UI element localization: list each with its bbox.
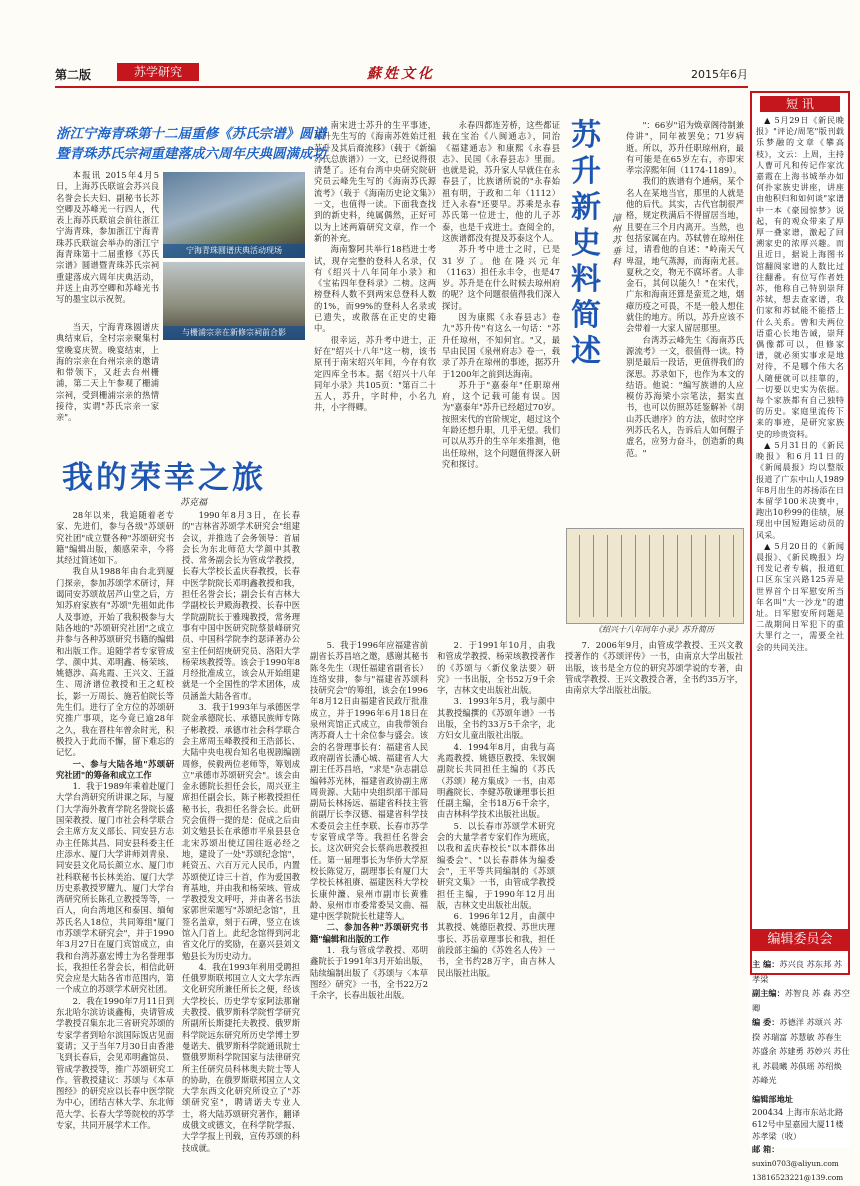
editor-role-2: 副主编：: [752, 988, 785, 998]
article2-para11: 3．1993年5月，我与颜中其教授编撰的《苏颂年谱》一书出版，全书约33万5千余字，北方妇女儿童出版社出版。: [437, 696, 555, 741]
editor-names-3: 苏德洋 苏颂兴 苏 揆 苏瑞富 苏慧敏 苏春生 苏盛余 苏建勇 苏妙兴 苏仕礼 苏晨曦 苏俱瑶 苏绍焕 苏峰光: [752, 1017, 850, 1085]
article2-author: 苏克福: [180, 498, 208, 508]
article2-para9: 1．我与管成学教授、邓明鑫院长于1991年3月开始出版，陆续编制出版了《苏颂与〈本草图经〉研究》一书，全书22万2千余字，长春出版社出版。: [310, 945, 428, 1001]
ledger-image: [566, 528, 744, 624]
article2-col3: [310, 640, 428, 1140]
article1-headline-line1: 浙江宁海青珠第十二届重修《苏氏宗谱》圆谱: [56, 126, 326, 142]
article1-text-a: [56, 170, 159, 320]
news-title: 短 讯: [760, 96, 840, 112]
news-item-2: ▲ 5月31日的《新民晚报》和6月11日的《新闻晨报》均以整版报道了广东中山人1989年8月出生的苏扬添在日本留学100米决赛中，跑出10秒99的佳绩，展现出中国短跑运动员的风采。: [756, 439, 844, 540]
article3-author: 漳州 苏垂科: [612, 214, 622, 268]
photo-group: [163, 262, 305, 340]
article2-subhead2: 二、参加各种"苏颂研究书籍"编辑和出版的工作: [310, 922, 428, 944]
article2-para2: 我自从1988年由台北到厦门探亲，参加苏颂学术研讨，拜谒同安苏颂故居芦山堂之后，方知苏府家族有"苏颂"先祖如此伟人及事迹，开始了我积极参与大陆各地的"苏颂研究社团"之成立并参与各种苏颂研究书籍的编辑和出版工作。追随学者专家管成学、颜中其、邓明鑫、杨荣垓、姚德涉、高兆霞、王兴文、王溢生、周济谱位教授和王之虹校长，影一万周长、施若伯院长等先生们。进行了全方位的苏颂研究推广事项，迄今竟已逾28年之久，我在晋柱年曾余时光，积极投入于此而不懈，留下难忘的记忆。: [56, 566, 174, 758]
editor-row-3: [752, 1015, 850, 1088]
article2-col2: [182, 510, 300, 1153]
news-item-1: ▲ 5月29日《新民晚报》"评论/周笔"版刊载乐梦融的文章《攀高枝》，文云：上周，主持人曹可凡和传记作家沈嘉霞在上海书城举办如何扑家族史讲座，讲座由他积归和如何谈"家谱中一本《豪园惊梦》说起，有的观众带来了厚厚一叠家谱，激起了回溯家史的浓厚兴趣。而且近日，据说上海图书馆翻阅家谱的人数比过往翻番。有位写作者姓苏，他称自己特别崇拜苏轼，想去查家谱，我们家和苏轼能不能搭上什么关系。曾和夫两位语重心长地告诫，崇拜偶像都可以，但修家谱，就必须实事求是地对待，不是哪个伟大名人随便就可以挂靠的，一切要以史实为依据。每个家族都有自己独特的历史。家庭里流传下来的事迹，是研究家族史的珍贵资料。: [756, 115, 844, 439]
editor-role-1: 主 编：: [752, 959, 780, 969]
article2-para5: 1990年8月3日，在长春的"吉林省苏颂学术研究会"组建会议，并推选了会务领导：首届会长为东北师范大学颜中其教授、常务副会长为管成学教授，长春大学校长孟庆春教授，长春中医学院院长邓明鑫教授和我，担任名誉会长；副会长有吉林大学副校长尹殿海教授、长春中医学院副院长于雅瑰教授，常务理事有中国中医研究院蔡景峰研究员、中国科学院李约瑟译著办公室主任何绍庚研究员、洛阳大学杨荣垓教授等。该会于1990年8月经批准成立，该会从开始组建就是一个全国性的学术团体，成员涵盖大陆各省市。: [182, 510, 300, 701]
article1-headline-line2: 暨青珠苏氏宗祠重建落成六周年庆典圆满成功: [56, 146, 326, 162]
article3-col3-para3: 台湾苏云峰先生《海南苏氏源流考》一文，很值得一读。特别是最后一段话，更值得我们的深思。苏录如下，也作为本文的结语。他说："编写族谱的人应模仿苏海梁小宗笔法，据实直书，也可以仿照苏廷鉴解补《胡山苏氏谱序》的方法，依时空序列苏氏名人，告诉后人如何醒子虚名，应努力奋斗，创造新的典范。": [626, 334, 744, 458]
article1-para1: 本报讯 2015年4月5日，上海苏氏联谊会苏兴良名誉会长夫妇、副秘书长苏空卿及苏峰光一行四人，代表上海苏氏联谊会前往浙江宁海青珠，参加浙江宁海青珠苏氏联谊会举办的浙江宁海青珠第十二届重修《苏氏宗谱》圆谱暨青珠苏氏宗祠重建落成六周年庆典活动，并送上由苏空卿和苏峰光书写的墨宝以示祝贺。: [56, 170, 159, 305]
article2-para8: 5．我于1996年应福建省前副省长苏昌培之邀，感谢其秘书陈冬先生（现任福建省副省长）连络安排，参与"福建省苏颂科技研究会"的筹组，该会在1996年8月12日由福建省民政厅批准成立，并于1996年6月18日在泉州宾馆正式成立，由我带领台湾苏裔人士十余位参与盛会。该会的名誉理事长有：福建省人民政府副省长潘心城、福建省人大副主任苏昌培，"求是"杂志副总编韩苏光林，福建省政协副主席周贵源、大陆中央组织部干部局副局长林扬远、福建省科技主管前副厅长李汉德、福建省科学技术委员会主任李联、长春市苏学专家管成学等。我担任名誉会长。这次研究会长蔡尚思教授担任。第一届理事长为华侨大学原校长陈觉万，副理事长有厦门大学校长林祖赓、福建医科大学校长康仲濂、泉州市副市长黄雅龄、泉州市市委常委吴文曲、福建中医学院院长杜建等人。: [310, 640, 428, 922]
mail-label: 邮 箱：: [752, 1144, 780, 1154]
article2-para3: 1．我于1989年乘着赴厦门大学台湾研究所讲课之际，与厦门大学海外教育学院名誉院长盛国荣教授、厦门市社会科学联合会主席方友义部长、同安县方志办主任陈其昌、同安县科委主任庄添水、厦门大学讲师刘青泉、同安县文化局长颜立水、厦门市社科联秘书长林美治、厦门大学历史系教授罗耀九、厦门大学台湾研究所长陈孔立教授等等，一百人，向台湾地区和泰国、缅甸苏氏名人18位，共同筹组"厦门市苏颂学术研究会"，并于1990年3月27日在厦门宾馆成立，由我和台湾苏嘉宏博士为名誉理事长，我担任名誉会长，相信此研究会应是大陆各省市范围内，第一个成立的苏颂学术研究社团。: [56, 781, 174, 995]
article2-col5: [565, 640, 743, 1140]
edition-label: 第二版: [55, 68, 92, 82]
article2-para14: 6．1996年12月，由颜中其教授、姚德臣教授、苏世庆理事长、苏岳章理事长和我，担任前段部主编的《苏姓名人传》一书，全书约28万字，由吉林人民出版社出版。: [437, 911, 555, 978]
phone-address: 13816523221@139.com: [752, 1173, 844, 1182]
article1-headline: [56, 124, 348, 164]
article3-col2-para3: 因为康熙《永春县志》卷九"苏升传"有这么一句话："苏升任琼州，不知何官。"又，最早由民国《泉州府志》卷一，载录了苏升在琼州的事迹，据苏升于1200年之前到达海南。: [442, 312, 560, 379]
article2-para6: 3．我于1993年与承德医学院金承德院长、承德民族师专陈子彬教授、承德市社会科学联合会主席周玉峰教授和王浩部长、大陆中央电视台知名电视剧编剧周修，侯毅两位老师等，筹划成立"承德市苏颂研究会"。该会由金永德院长担任会长，周兴亚主席担任副会长，陈子彬教授担任秘书长，我担任名誉会长。此研究会值得一提的是：促成之后由刘文勉县长在承德市平泉县县仓北宋苏颂出使辽国往返必经之地，建设了一处"苏颂纪念馆"，耗资五、六百万元人民币，内置苏颂使辽诗三十首，作为爱国教育基地，并由我和杨荣垓、管成学教授发文呼吁，并由著名书法家郭世荣题写"苏颂纪念馆"，且签名盖章，刻于石碑，竖立在该馆入门首上。此纪念馆得到河北省文化厅的奖励，在嘉兴县刘文勉县长为历史动力。: [182, 702, 300, 961]
article2-para13: 5．以长春市苏颂学术研究会的大量学者专家们作为班底，以我和孟庆春校长"以本群体出编委会"、"以长春群体为编委会"，王平等共同编制的《苏颂研究文集》一书，由管成学教授担任主编，于1990年12月出版，吉林文史出版社出版。: [437, 820, 555, 910]
news-items: [752, 115, 848, 653]
article3-col1-para1: 南宋进士苏升的生平事迹，苏升先生写的《海南苏姓始迁祖苏升及其后裔流移》（载于《新编苏氏总族谱》）一文，已经说得很清楚了。还有台湾中央研究院研究员云峰先生写的《海南苏氏源流考》（载于《海南历史论文集》）一文，也值得一读。下面我查找到的新史料，纯属偶然，正好可以为上述两篇研究文章，作一个新的补充。: [314, 120, 436, 243]
news-item-3: ▲ 5月20日的《新闻晨报》、《新民晚报》均刊发记者专稿，报道虹口区东宝兴路125弄是世界首个日军慰安所当年名叫"大一沙龙"的遗址。日军慰安所问题是二战期间日军犯下的重大罪行之一，需要全社会的共同关注。: [756, 540, 844, 652]
editor-names-2: 苏智良 苏 森 苏空卿: [752, 988, 850, 1013]
article3-col1-para2: 海南黎阿共举行18档进士考试，现存完整的登科人名录，仅有《绍兴十八年同年小录》和《宝祐四年登科录》二榜。这两榜登科人数不到两宋总登科人数的1%，而99%的登科人名录或已遗失，或散落在正史的史籍中。: [314, 244, 436, 334]
photo-ceremony: [163, 172, 305, 258]
news-box: [750, 91, 850, 975]
article3-col3-para2: 我们的族谱有个通病，某个名人在某地当官，那里的人就是他的后代。其实，古代官制很严格，规定秩满后不得留居当地，且要在三个月内离开。当然，也包括家属在内。苏轼曾在琼州住过，请看他的自述："岭南天气卑湿，地气蒸溽，而海南尤甚。夏秋之交，物无不腐坏者。人非金石，其何以能久！"在宋代，广东和海南还算是蛮荒之地，烟瘴历疫之可畏，不是一般人想住就住的地方。所以，苏升应该不会带着一大家人留居那里。: [626, 176, 744, 334]
article2-para4: 2．我在1990年7月11日到东北哈尔滨访谈鑫梅，央请管成学教授召集东北三省研究苏颂的专家学者到哈尔滨国际饭店见面宴请；又于当年7月30日由香港飞到长春后，会见邓明鑫馆员、管成学教授等，推广苏颂研究工作。管教授建议：苏颂与《本草图经》的研究应以长春中医学院为中心，团结吉林大学、东北师范大学、长春大学等院校的苏学专家，共同开展学术工作。: [56, 995, 174, 1131]
office-address: 200434 上海市东站北路612号中星嘉园大厦11楼苏孝梁（收）: [752, 1107, 844, 1141]
article3-col2-para1: 永春四都连芳桥，这些都证载在宝治《八闽通志》，同治《福建通志》和康熙《永春县志》、民国《永春县志》里面。也就是说，苏升家人早就住在永春县了，比族谱所说的"永春始祖有明，于政和二年（1112）迁入永春"还要早。苏乘是永春苏氏第一位进士，他的儿子苏泰，也是千戎进士。查阅全的，这族谱都没有提及苏泰这个人。: [442, 120, 560, 243]
article3-vertical-headline: [565, 118, 607, 370]
office-label: 编辑部地址: [752, 1093, 793, 1104]
article2-subhead1: 一、参与大陆各地"苏颂研究社团"的筹备和成立工作: [56, 758, 174, 780]
sidebar: [750, 91, 850, 1182]
article3-col1: [314, 120, 436, 635]
article2-headline: 我的荣幸之旅: [62, 460, 266, 496]
email-address: suxin0703@aliyun.com: [752, 1158, 839, 1168]
article2-para1: 28年以来，我追随着老专家、先进们，参与各级"苏颂研究社团"成立暨各种"苏颂研究书籍"编辑出版，颇感荣幸，今将其经过简述如下。: [56, 510, 174, 566]
article2-col4: [437, 640, 555, 1140]
article3-col2-para4: 苏升于"嘉泰年"任职琼州府，这个记载可能有误。因为"嘉泰年"苏升已经超过70岁。按照宋代的官阶规定，超过这个年龄还想升职，几乎无望。我们可以从苏升的生卒年来推测，他出任琼州，这个问题值得深入研究和探讨。: [442, 379, 560, 469]
issue-date: 2015年6月: [691, 68, 748, 81]
editor-role-3: 编 委：: [752, 1017, 780, 1027]
article2-para10: 2．于1991年10月，由我和管成学教授、杨荣垓教授著作的《苏颂与〈新仪象法要〉研究》一书出版，全书52万9千余字，吉林文史出版社出版。: [437, 640, 555, 696]
editor-names-1: 苏兴良 苏东邦 苏孝梁: [752, 959, 842, 984]
article2-para7: 4．我在1993年利用受聘担任俄罗斯联邦国立人文大学东西文化研究所兼任所长之便，经该大学校长、历史学专家阿法那谢夫教授、俄罗斯科学院哲学研究所副所长斯捷托夫教授、俄罗斯科学院远东研究所历史学博士罗曼诺夫、俄罗斯科学院通讯院士暨俄罗斯科学院国家与法律研究所主任研究员科林奥夫院士等人的协助，在俄罗斯联邦国立人文大学东西文化研究所设立了"苏颂研究室"，聘请诺夫专业人士，将大陆苏颂研究著作，翻译成俄文或德文，在科学院学报、大学学报上刊载，宣传苏颂的科技成就。: [182, 961, 300, 1153]
editor-board-title: 编辑委员会: [750, 929, 850, 951]
article2-para12: 4．1994年8月，由我与高兆霞教授、姚德臣教授、朱钗娴副院长共同担任主编的《苏氏（苏颂）秘方集成》一书，由邓明鑫院长、李健苏敬谦理事长担任副主编，全书18万6千余字，由吉林科学技术出版社出版。: [437, 741, 555, 820]
article1-para2: 当天，宁海青珠圆谱庆典结束后，全村宗亲聚集村堂晚宴庆贺。晚宴结束，上海的宗亲在台州宗亲的邀请和带领下，又赶去台州栅浦，第二天上午参观了栅浦宗祠，受到栅浦宗亲的热情接待，实谓"苏氏宗亲一家亲"。: [56, 322, 159, 423]
newspaper-logo: 蘇姓文化: [367, 66, 435, 82]
article3-col2: [442, 120, 560, 635]
page-header: [55, 60, 748, 88]
article1-text-b: [56, 322, 159, 422]
ledger-caption: 《绍兴十八年同年小录》苏升简历: [594, 625, 714, 634]
article3-headline-text: 苏升新史料简述: [571, 118, 601, 369]
photo-group-caption: 与栅浦宗亲在新修宗祠前合影: [163, 326, 305, 340]
editor-row-2: [752, 986, 850, 1015]
article3-col3: [626, 120, 744, 530]
editor-row-1: [752, 957, 850, 986]
article2-col1: [56, 510, 174, 1140]
article3-col1-para3: 很幸运，苏升考中进士，正好在"绍兴十八年"这一榜，该书原刊于南宋绍兴年间，今存有钦定四库全书本。据《绍兴十八年同年小录》共105页："第百二十五人，苏升，字时仲，小名九井，小字得卿。: [314, 334, 436, 413]
article2-para15: 7．2006年9月，由管成学教授、王兴文教授著作的《苏颂评传》一书，由南京大学出版社出版，该书是全方位的研究苏颂学说的专著，由管成学教授、王兴文教授合著，全书约35万字，由南京大学出版社出版。: [565, 640, 743, 696]
section-label: 苏学研究: [117, 63, 199, 81]
editor-board: [752, 957, 850, 1182]
photo-ceremony-caption: 宁海青珠圆谱庆典活动现场: [163, 244, 305, 258]
article3-col3-para1: "：66岁"诏为焕章阁待制兼侍讲"，同年被罢免；71岁病逝。所以，苏升任职琼州府，最有可能是在65岁左右，亦即宋孝宗淳熙年间（1174-1189）。: [626, 120, 744, 176]
article3-col2-para2: 苏升考中进士之时，已是31岁了。他在隆兴元年（1163）担任永丰令，也是47岁。苏升是在什么时候去琼州府的呢？这个问题很值得我们深入探讨。: [442, 244, 560, 311]
